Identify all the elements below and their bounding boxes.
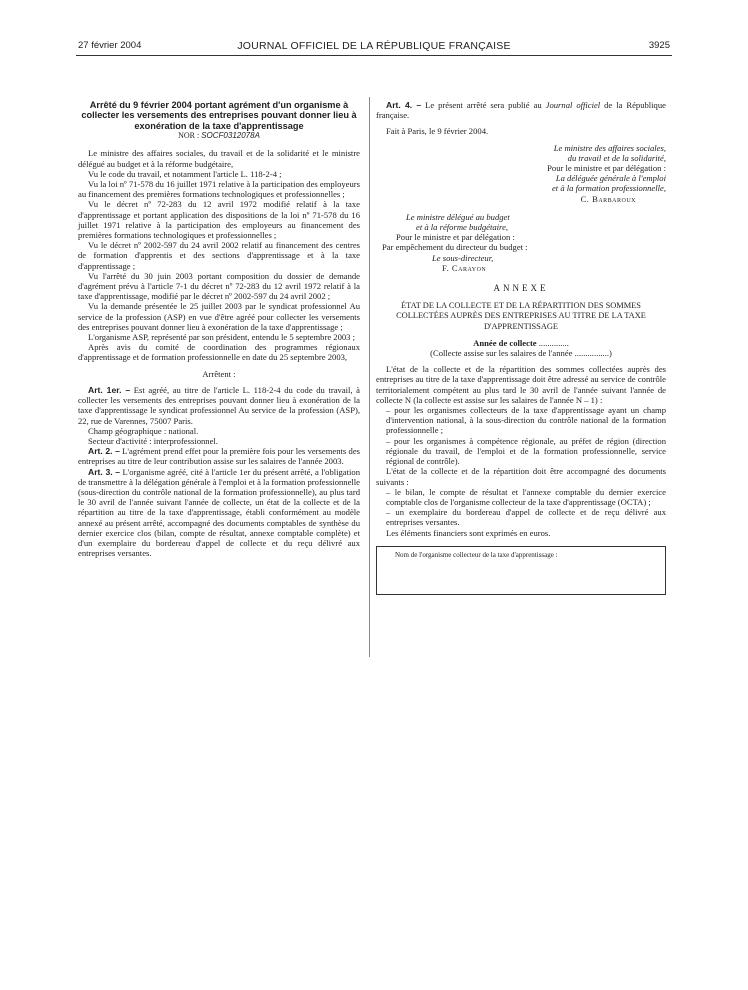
collecte-line: (Collecte assise sur les salaires de l'année ................) [430,348,612,359]
annexe-heading: ÉTAT DE LA COLLECTE ET DE LA RÉPARTITION DES SOMMES COLLECTÉES AUPRÈS DES ENTREPRISES AU TITRE DE LA TAXE D'APPRENTISSAGE [396,301,646,331]
article-2-label: Art. 2. – [88,446,120,457]
visa-demande: Vu la demande présentée le 25 juillet 2003 par le syndicat professionnel Au service de la profession (ASP) en vue d'être agréé pour collecter les versements des entreprises pouvant donner lieu à exonération de la taxe d'apprentissage ; [78,301,360,332]
sig2-name: F. Carayon [442,262,487,273]
visa-decret-1972: Vu le décret nº 72-283 du 12 avril 1972 modifié relatif à la taxe d'apprentissage et portant application des dispositions de la loi nº 71-578 du 16 juillet 1971 relative à la participation des employeurs au financement des premières formations technologiques et professionnelles ; [78,199,360,241]
annexe-paragraph-1: L'état de la collecte et de la répartition des sommes collectées auprès des entreprises au titre de la taxe d'apprentissage doit être adressé au service de contrôle territorialement compétent au plus tard le 30 avril de l'année suivant l'année de collecte N (la collecte est assise sur les salaires de l'année N – 1) : [376,364,666,405]
sig1-line: La déléguée générale à l'emploi [555,173,666,184]
article-4-text: Le présent arrêté sera publié au [425,100,546,110]
page-number: 3925 [648,40,670,51]
annexe-paragraph-2: L'état de la collecte et de la répartition doit être accompagné des documents suivants : [376,466,666,487]
sig2-line: Pour le ministre et par délégation : [396,232,515,243]
annee-dots: .............. [536,337,569,348]
nor-code: SOCF0312078A [201,131,260,141]
journal-title: JOURNAL OFFICIEL DE LA RÉPUBLIQUE FRANÇAISE [237,40,511,52]
article-4-text-end: de la République française. [376,100,666,121]
article-3 [78,467,360,559]
article-3-label: Art. 3. – [88,466,121,477]
annexe-paragraph-3: Les éléments financiers sont exprimés en euros. [386,527,551,538]
visa-decret-2002: Vu le décret nº 2002-597 du 24 avril 2002 relatif au financement des centres de formation d'apprentis et des sections d'apprentissage et à la taxe d'apprentissage ; [78,240,360,271]
article-1-text: Est agréé, au titre de l'article L. 118-2-4 du code du travail, à collecter les versements des entreprises pouvant donner lieu à exonération de la taxe d'apprentissage le syndicat professionnel Au service de la profession (ASP), 22, rue de Varennes, 75007 Paris. [78,384,360,426]
article-2-text: L'agrément prend effet pour la première fois pour les versements des entreprises au titre de leur contribution assise sur les salaires de l'année 2003. [78,446,360,467]
right-column [376,100,666,595]
visa-code-travail: Vu le code du travail, et notamment l'article L. 118-2-4 ; [88,168,282,179]
sig2-line: Le sous-directeur, [432,252,494,263]
visa-arrete-2003: Vu l'arrêté du 30 juin 2003 portant composition du dossier de demande d'agrément prévu à l'article 7-1 du décret nº 72-283 du 12 avril 1972 relatif à la taxe d'apprentissage, modifié par le décret nº 2002-597 du 24 avril 2002 ; [78,270,360,302]
article-4 [376,100,666,120]
nor-label: NOR : [178,131,200,141]
preamble-ministers: Le ministre des affaires sociales, du travail et de la solidarité et le ministre délégué au budget et à la réforme budgétaire, [78,148,360,169]
sig1-line: et à la formation professionnelle, [551,183,666,194]
organisme-name-box [376,546,666,595]
article-3-text: L'organisme agréé, cité à l'article 1er du présent arrêté, a l'obligation de transmettre à la délégation générale à l'emploi et à la formation professionnelle (sous-direction du contrôle national de la formation professionnelle), au plus tard le 30 avril de l'année suivant l'année de collecte, un état de la collecte et de la répartition au titre de la taxe d'apprentissage, établi conformément au modèle annexé au présent arrêté, accompagné des documents comptables de synthèse du dernier exercice clos (bilan, compte de résultat, annexe comptable complète) et d'un exemplaire du bordereau d'appel de collecte et du reçu délivré aux entreprises versantes. [78,466,360,559]
arretent: Arrêtent : [202,368,236,379]
sig2-line: Par empêchement du directeur du budget : [382,242,528,253]
left-column [78,100,360,558]
fait-a-paris: Fait à Paris, le 9 février 2004. [386,126,489,137]
header-rule [76,55,672,56]
signature-block-2 [376,212,666,273]
annexe-dash-3: – le bilan, le compte de résultat et l'annexe comptable du dernier exercice comptable clos de l'organisme collecteur de la taxe d'apprentissage (OCTA) ; [386,486,666,507]
sig2-line: Le ministre délégué au budget [406,211,510,222]
annexe-dash-2: – pour les organismes à compétence régionale, au préfet de région (direction régionale du travail, de l'emploi et de la formation professionnelle, service régional de contrôle). [386,435,666,467]
sig1-line: du travail et de la solidarité, [567,152,666,163]
article-1-label: Art. 1er. – [88,384,131,395]
nor-reference [78,131,360,141]
visa-loi-1971: Vu la loi nº 71-578 du 16 juillet 1971 relative à la participation des employeurs au financement des premières formations technologiques et professionnelles ; [78,179,360,200]
secteur-activite: Secteur d'activité : interprofessionnel. [88,435,218,446]
sig2-line: et à la réforme budgétaire, [416,222,509,233]
column-divider [369,97,370,657]
journal-officiel: Journal officiel [545,100,601,110]
annexe-title: ANNEXE [493,283,549,294]
article-2 [78,446,360,466]
signature-block-1 [376,143,666,204]
annexe-dash-4: – un exemplaire du bordereau d'appel de collecte et de reçu délivré aux entreprises versantes. [386,507,666,528]
visa-avis: Après avis du comité de coordination des programmes régionaux d'apprentissage et de formation professionnelle en date du 25 septembre 2003, [78,342,360,363]
annexe-dash-1: – pour les organismes collecteurs de la taxe d'apprentissage ayant un champ d'intervention national, à la sous-direction du contrôle national de la formation professionnelle ; [386,405,666,436]
annee-label: Année de collecte [473,337,537,348]
annee-collecte [376,338,666,348]
article-4-label: Art. 4. – [386,100,422,110]
visa-organisme: L'organisme ASP, représenté par son président, entendu le 5 septembre 2003 ; [88,332,356,343]
sig1-line: Pour le ministre et par délégation : [547,163,666,174]
article-1 [78,385,360,426]
sig1-name: C. Barbaroux [580,193,636,204]
organisme-box-label: Nom de l'organisme collecteur de la taxe d'apprentissage : [395,550,558,559]
decree-title: Arrêté du 9 février 2004 portant agrément d'un organisme à collecter les versements des entreprises pouvant donner lieu à exonération de la taxe d'apprentissage [81,100,357,131]
header-date: 27 février 2004 [78,40,142,51]
sig1-line: Le ministre des affaires sociales, [553,142,666,153]
champ-geographique: Champ géographique : national. [88,425,199,436]
